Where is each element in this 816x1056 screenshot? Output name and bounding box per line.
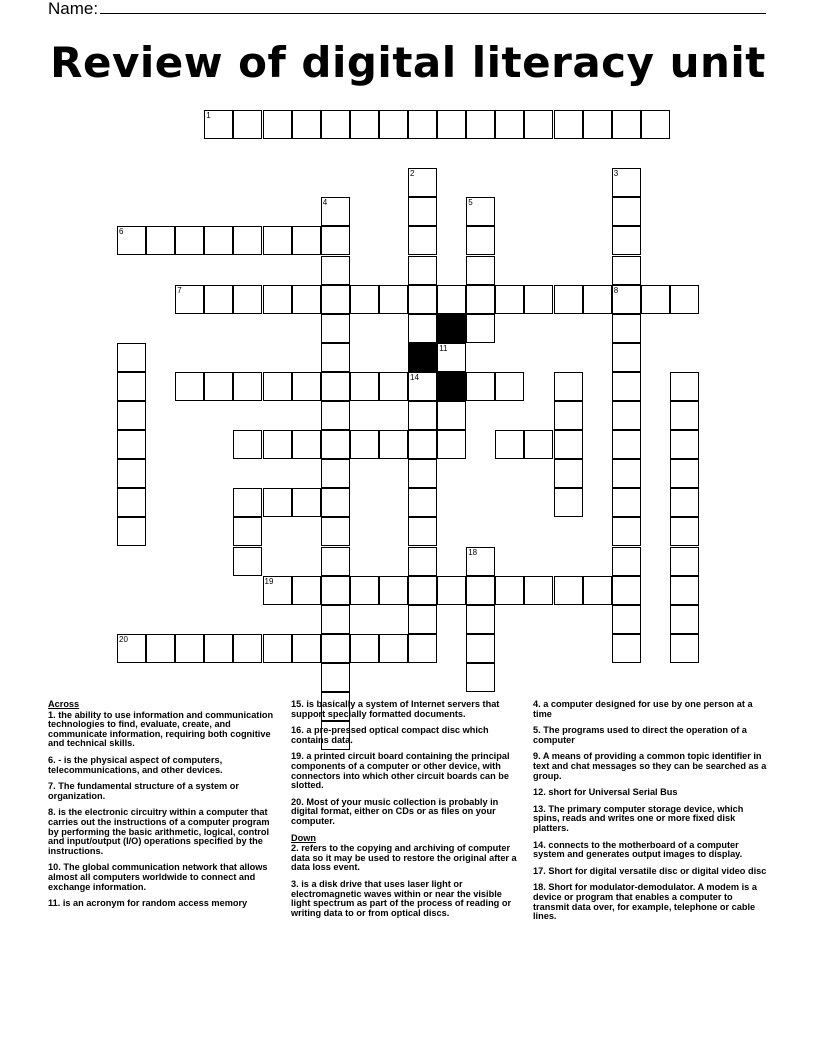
crossword-cell[interactable] <box>263 576 292 605</box>
crossword-cell[interactable] <box>321 314 350 343</box>
crossword-cell[interactable] <box>204 634 233 663</box>
crossword-block <box>437 372 466 401</box>
crossword-cell[interactable] <box>292 634 321 663</box>
crossword-cell[interactable] <box>117 343 146 372</box>
crossword-cell[interactable] <box>408 110 437 139</box>
cell-number: 1 <box>206 111 211 120</box>
crossword-cell[interactable] <box>117 372 146 401</box>
crossword-cell[interactable] <box>117 226 146 255</box>
crossword-cell[interactable] <box>233 517 262 546</box>
crossword-cell[interactable] <box>641 110 670 139</box>
crossword-cell[interactable] <box>670 605 699 634</box>
crossword-cell[interactable] <box>408 547 437 576</box>
crossword-cell[interactable] <box>524 110 553 139</box>
crossword-cell[interactable] <box>670 517 699 546</box>
crossword-cell[interactable] <box>408 285 437 314</box>
crossword-cell[interactable] <box>408 634 437 663</box>
cell-number: 19 <box>264 576 274 586</box>
crossword-cell[interactable] <box>263 634 292 663</box>
crossword-cell[interactable] <box>175 634 204 663</box>
crossword-cell[interactable] <box>292 576 321 605</box>
clue-text: is basically a system of Internet servers that support specially formatted documents. <box>291 699 500 719</box>
crossword-cell[interactable] <box>175 285 204 314</box>
crossword-cell[interactable] <box>408 372 437 401</box>
crossword-cell[interactable] <box>233 547 262 576</box>
clue-item <box>533 805 769 834</box>
clue-number: 2. <box>291 843 299 854</box>
crossword-cell[interactable] <box>379 430 408 459</box>
clue-number: 16. <box>291 725 304 736</box>
crossword-cell[interactable] <box>408 517 437 546</box>
crossword-cell[interactable] <box>175 226 204 255</box>
clue-item <box>48 899 274 909</box>
crossword-cell[interactable] <box>554 459 583 488</box>
crossword-cell[interactable] <box>321 256 350 285</box>
crossword-cell[interactable] <box>612 576 641 605</box>
crossword-cell[interactable] <box>146 634 175 663</box>
crossword-cell[interactable] <box>321 634 350 663</box>
clue-number: 1. <box>48 709 56 720</box>
crossword-cell[interactable] <box>495 430 524 459</box>
clue-number: 11. <box>48 898 61 909</box>
clue-text: The programs used to direct the operation of a computer <box>533 725 747 745</box>
crossword-cell[interactable] <box>233 226 262 255</box>
crossword-cell[interactable] <box>233 285 262 314</box>
clue-column-2 <box>291 700 523 925</box>
crossword-cell[interactable] <box>670 459 699 488</box>
clue-text: is an acronym for random access memory <box>62 898 248 909</box>
crossword-cell[interactable] <box>641 285 670 314</box>
crossword-cell[interactable] <box>554 576 583 605</box>
crossword-cell[interactable] <box>379 634 408 663</box>
crossword-cell[interactable] <box>263 372 292 401</box>
crossword-cell[interactable] <box>612 285 641 314</box>
crossword-cell[interactable] <box>612 401 641 430</box>
cell-number: 18 <box>468 547 478 557</box>
crossword-cell[interactable] <box>117 634 146 663</box>
crossword-cell[interactable] <box>524 576 553 605</box>
crossword-cell[interactable] <box>204 110 233 139</box>
crossword-cell[interactable] <box>612 459 641 488</box>
crossword-cell[interactable] <box>466 547 495 576</box>
page-title: Review of digital literacy unit <box>50 38 766 87</box>
crossword-cell[interactable] <box>612 197 641 226</box>
crossword-cell[interactable] <box>350 634 379 663</box>
crossword-cell[interactable] <box>466 605 495 634</box>
crossword-cell[interactable] <box>379 285 408 314</box>
crossword-cell[interactable] <box>466 226 495 255</box>
crossword-cell[interactable] <box>408 197 437 226</box>
crossword-cell[interactable] <box>408 459 437 488</box>
clue-text: is the electronic circuitry within a computer that carries out the instructions of a computer program by performing the basic arithmetic, logical, control and input/output (I/O) operations specified by the instructions. <box>48 807 270 856</box>
crossword-cell[interactable] <box>321 343 350 372</box>
crossword-cell[interactable] <box>321 430 350 459</box>
crossword-cell[interactable] <box>117 488 146 517</box>
crossword-cell[interactable] <box>321 372 350 401</box>
crossword-cell[interactable] <box>350 430 379 459</box>
clue-number: 9. <box>533 751 541 762</box>
crossword-cell[interactable] <box>612 226 641 255</box>
across-clue-list <box>48 711 274 909</box>
crossword-cell[interactable] <box>408 430 437 459</box>
crossword-cell[interactable] <box>233 110 262 139</box>
crossword-cell[interactable] <box>408 605 437 634</box>
clue-item <box>533 867 769 877</box>
clue-text: Short for digital versatile disc or digital video disc <box>548 865 767 876</box>
crossword-cell[interactable] <box>379 110 408 139</box>
clue-text: is a disk drive that uses laser light or electromagnetic waves within or near the visible light spectrum as part of the process of reading or writing data to or from optical discs. <box>291 878 512 918</box>
crossword-cell[interactable] <box>612 314 641 343</box>
crossword-cell[interactable] <box>466 197 495 226</box>
crossword-cell[interactable] <box>466 634 495 663</box>
clue-column-3 <box>533 700 769 929</box>
crossword-cell[interactable] <box>292 110 321 139</box>
clue-item <box>48 756 274 775</box>
clue-text: a printed circuit board containing the principal components of a computer or other device, with connectors into which other circuit boards can be slotted. <box>291 751 510 791</box>
clue-number: 17. <box>533 865 546 876</box>
clue-number: 7. <box>48 781 56 792</box>
crossword-cell[interactable] <box>612 547 641 576</box>
crossword-cell[interactable] <box>495 285 524 314</box>
crossword-cell[interactable] <box>524 285 553 314</box>
clue-item <box>291 880 523 918</box>
crossword-cell[interactable] <box>292 372 321 401</box>
crossword-cell[interactable] <box>263 488 292 517</box>
crossword-cell[interactable] <box>670 576 699 605</box>
crossword-cell[interactable] <box>292 488 321 517</box>
clue-text: The primary computer storage device, which spins, reads and writes one or more fixed disk platters. <box>533 803 744 833</box>
clue-text: A means of providing a common topic identifier in text and chat messages so they can be searched as a group. <box>533 751 767 781</box>
crossword-cell[interactable] <box>437 343 466 372</box>
clue-text: The global communication network that allows almost all computers worldwide to connect and exchange information. <box>48 862 268 892</box>
clue-item <box>291 798 523 827</box>
cell-number: 6 <box>119 227 124 237</box>
clue-item <box>48 863 274 892</box>
clue-item <box>48 782 274 801</box>
clue-number: 10. <box>48 862 61 873</box>
crossword-block <box>437 314 466 343</box>
crossword-cell[interactable] <box>612 488 641 517</box>
clue-item <box>533 883 769 921</box>
cell-number: 11 <box>439 343 448 353</box>
crossword-cell[interactable] <box>408 256 437 285</box>
clue-number: 19. <box>291 751 304 762</box>
clue-text: a pre-pressed optical compact disc which contains data. <box>291 725 489 745</box>
clue-number: 5. <box>533 725 541 736</box>
crossword-cell[interactable] <box>612 256 641 285</box>
crossword-cell[interactable] <box>204 372 233 401</box>
crossword-cell[interactable] <box>321 226 350 255</box>
clue-text: short for Universal Serial Bus <box>548 787 678 798</box>
crossword-cell[interactable] <box>466 372 495 401</box>
clue-number: 4. <box>533 699 541 709</box>
clue-item <box>48 808 274 856</box>
crossword-cell[interactable] <box>437 430 466 459</box>
clue-text: The fundamental structure of a system or organization. <box>48 781 239 801</box>
crossword-cell[interactable] <box>612 343 641 372</box>
crossword-cell[interactable] <box>466 314 495 343</box>
down-clue-list-continued <box>533 700 769 922</box>
crossword-cell[interactable] <box>554 285 583 314</box>
crossword-cell[interactable] <box>204 226 233 255</box>
clue-item <box>291 726 523 745</box>
crossword-cell[interactable] <box>670 285 699 314</box>
clue-number: 20. <box>291 796 304 807</box>
crossword-cell[interactable] <box>670 401 699 430</box>
crossword-cell[interactable] <box>466 576 495 605</box>
clue-number: 8. <box>48 807 56 818</box>
crossword-cell[interactable] <box>670 547 699 576</box>
crossword-cell[interactable] <box>321 663 350 692</box>
crossword-cell[interactable] <box>263 110 292 139</box>
crossword-cell[interactable] <box>408 168 437 197</box>
crossword-cell[interactable] <box>117 459 146 488</box>
crossword-cell[interactable] <box>554 430 583 459</box>
clue-item <box>533 752 769 781</box>
crossword-cell[interactable] <box>612 372 641 401</box>
across-clue-list-continued <box>291 700 523 827</box>
crossword-cell[interactable] <box>292 430 321 459</box>
crossword-cell[interactable] <box>670 372 699 401</box>
clue-text: Most of your music collection is probably in digital format, either on CDs or as files on your computer. <box>291 796 499 826</box>
clue-number: 13. <box>533 803 546 814</box>
crossword-cell[interactable] <box>408 226 437 255</box>
name-label: Name: <box>48 0 99 18</box>
cell-number: 7 <box>177 285 182 295</box>
crossword-cell[interactable] <box>321 517 350 546</box>
crossword-cell[interactable] <box>612 168 641 197</box>
crossword-cell[interactable] <box>350 372 379 401</box>
crossword-cell[interactable] <box>350 285 379 314</box>
clue-text: Short for modulator-demodulator. A modem is a device or program that enables a computer to transmit data over, for example, telephone or cable lines. <box>533 882 757 922</box>
crossword-cell[interactable] <box>233 488 262 517</box>
crossword-cell[interactable] <box>321 110 350 139</box>
crossword-cell[interactable] <box>321 605 350 634</box>
crossword-cell[interactable] <box>670 634 699 663</box>
crossword-cell[interactable] <box>175 372 204 401</box>
crossword-cell[interactable] <box>263 430 292 459</box>
cell-number: 20 <box>119 634 128 644</box>
clue-item <box>533 788 769 798</box>
crossword-cell[interactable] <box>437 576 466 605</box>
clue-item <box>533 841 769 860</box>
crossword-cell[interactable] <box>466 663 495 692</box>
crossword-cell[interactable] <box>321 488 350 517</box>
cell-number: 14 <box>410 372 419 382</box>
crossword-cell[interactable] <box>466 110 495 139</box>
clue-item <box>533 700 769 719</box>
crossword-cell[interactable] <box>233 430 262 459</box>
crossword-cell[interactable] <box>379 372 408 401</box>
crossword-cell[interactable] <box>117 430 146 459</box>
clue-item <box>48 711 274 749</box>
crossword-cell[interactable] <box>321 401 350 430</box>
clue-number: 14. <box>533 839 546 850</box>
crossword-cell[interactable] <box>554 488 583 517</box>
clue-item <box>291 844 523 873</box>
clue-number: 3. <box>291 878 299 889</box>
crossword-cell[interactable] <box>408 401 437 430</box>
crossword-cell[interactable] <box>146 226 175 255</box>
clue-number: 15. <box>291 699 304 709</box>
clue-text: - is the physical aspect of computers, telecommunications, and other devices. <box>48 754 223 775</box>
crossword-block <box>408 343 437 372</box>
crossword-cell[interactable] <box>233 372 262 401</box>
clue-text: the ability to use information and communication technologies to find, evaluate, create, and communicate information, requiring both cognitive and technical skills. <box>48 709 274 749</box>
crossword-cell[interactable] <box>554 372 583 401</box>
cell-number: 8 <box>613 285 619 295</box>
down-heading: Down <box>291 832 317 843</box>
crossword-cell[interactable] <box>321 576 350 605</box>
crossword-cell[interactable] <box>583 285 612 314</box>
cell-number: 2 <box>410 169 415 179</box>
down-clue-list <box>291 844 523 918</box>
crossword-cell[interactable] <box>437 401 466 430</box>
crossword-cell[interactable] <box>612 517 641 546</box>
crossword-cell[interactable] <box>612 634 641 663</box>
crossword-cell[interactable] <box>554 401 583 430</box>
crossword-cell[interactable] <box>524 430 553 459</box>
clue-text: a computer designed for use by one person at a time <box>533 699 753 719</box>
crossword-cell[interactable] <box>612 430 641 459</box>
crossword-cell[interactable] <box>321 547 350 576</box>
clue-number: 18. <box>533 882 546 893</box>
crossword-cell[interactable] <box>466 285 495 314</box>
crossword-cell[interactable] <box>466 256 495 285</box>
cell-number: 5 <box>468 198 473 208</box>
clue-item <box>533 726 769 745</box>
crossword-cell[interactable] <box>554 110 583 139</box>
crossword-cell[interactable] <box>117 517 146 546</box>
clue-number: 12. <box>533 787 546 798</box>
crossword-cell[interactable] <box>437 110 466 139</box>
crossword-cell[interactable] <box>495 576 524 605</box>
crossword-cell[interactable] <box>350 576 379 605</box>
crossword-cell[interactable] <box>117 401 146 430</box>
crossword-cell[interactable] <box>495 110 524 139</box>
crossword-cell[interactable] <box>350 110 379 139</box>
crossword-cell[interactable] <box>379 576 408 605</box>
crossword-cell[interactable] <box>321 197 350 226</box>
crossword-cell[interactable] <box>292 226 321 255</box>
clue-number: 6. <box>48 754 56 765</box>
crossword-cell[interactable] <box>612 605 641 634</box>
crossword-cell[interactable] <box>495 372 524 401</box>
cell-number: 3 <box>613 169 619 179</box>
crossword-cell[interactable] <box>408 488 437 517</box>
crossword-cell[interactable] <box>263 226 292 255</box>
crossword-cell[interactable] <box>321 285 350 314</box>
crossword-cell[interactable] <box>233 634 262 663</box>
clue-text: refers to the copying and archiving of computer data so it may be used to restore the original after a data loss event. <box>291 843 517 873</box>
crossword-cell[interactable] <box>204 285 233 314</box>
across-heading: Across <box>48 699 80 709</box>
crossword-cell[interactable] <box>583 576 612 605</box>
crossword-cell[interactable] <box>612 110 641 139</box>
crossword-cell[interactable] <box>408 314 437 343</box>
crossword-cell[interactable] <box>583 110 612 139</box>
crossword-cell[interactable] <box>263 285 292 314</box>
cell-number: 4 <box>322 198 328 208</box>
crossword-cell[interactable] <box>670 488 699 517</box>
crossword-cell[interactable] <box>292 285 321 314</box>
crossword-cell[interactable] <box>437 285 466 314</box>
clue-item <box>291 752 523 790</box>
clue-item <box>291 700 523 719</box>
clue-text: connects to the motherboard of a computer system and generates output images to display. <box>533 839 743 860</box>
crossword-cell[interactable] <box>408 576 437 605</box>
clue-column-1 <box>48 700 274 916</box>
crossword-cell[interactable] <box>670 430 699 459</box>
crossword-cell[interactable] <box>321 459 350 488</box>
